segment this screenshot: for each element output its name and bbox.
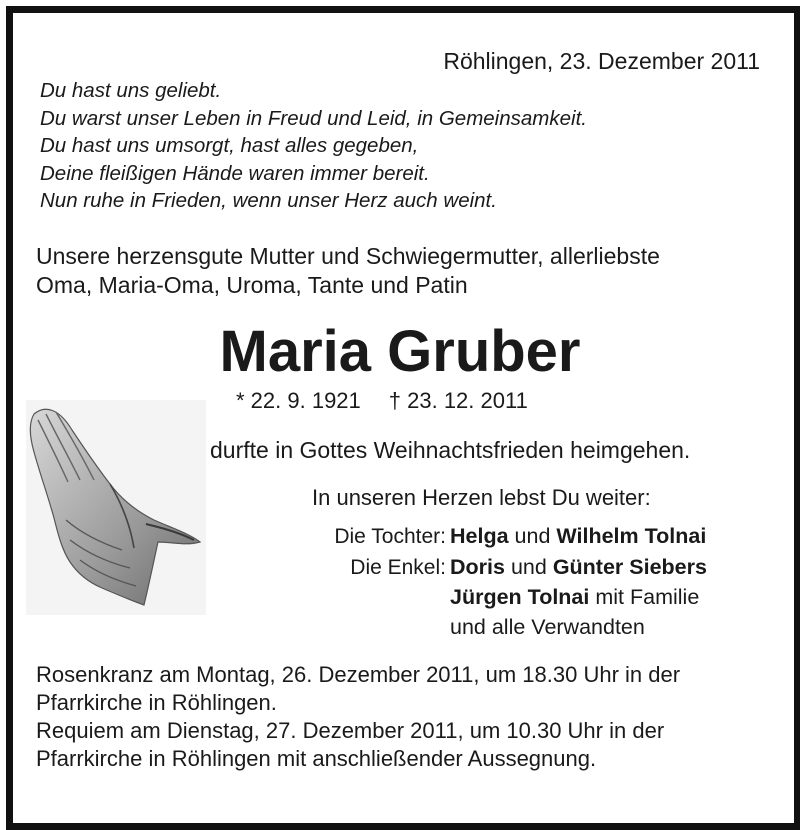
service-line: Pfarrkirche in Röhlingen mit anschließender Aussegnung. bbox=[36, 746, 597, 771]
son-in-law-name: Wilhelm Tolnai bbox=[556, 524, 707, 548]
daughter-names bbox=[450, 524, 706, 549]
grandchild-spouse-name: Günter Siebers bbox=[552, 555, 707, 579]
poem-line: Nun ruhe in Frieden, wenn unser Herz auch weint. bbox=[40, 189, 497, 212]
and-text: und bbox=[510, 555, 547, 579]
deceased-name: Maria Gruber bbox=[219, 319, 581, 384]
grandchildren-label: Die Enkel: bbox=[350, 556, 446, 579]
life-dates bbox=[236, 388, 528, 414]
death-date: † 23. 12. 2011 bbox=[388, 388, 528, 413]
poem-line: Deine fleißigen Hände waren immer bereit. bbox=[40, 161, 430, 185]
service-line: Rosenkranz am Montag, 26. Dezember 2011, um 18.30 Uhr in der bbox=[36, 662, 681, 687]
relatives-text: und alle Verwandten bbox=[450, 615, 645, 639]
grandchild-name: Jürgen Tolnai bbox=[450, 585, 590, 609]
intro-text bbox=[36, 242, 660, 300]
poem bbox=[40, 77, 587, 215]
service-line: Requiem am Dienstag, 27. Dezember 2011, um 10.30 Uhr in der bbox=[36, 718, 665, 743]
with-family-text: mit Familie bbox=[595, 585, 700, 609]
grandchildren-names bbox=[450, 555, 707, 580]
service-details bbox=[36, 661, 680, 773]
hearts-text: In unseren Herzen lebst Du weiter: bbox=[312, 485, 651, 510]
praying-hands-icon bbox=[26, 400, 206, 615]
daughter-label: Die Tochter: bbox=[334, 525, 446, 548]
grandchildren-names-2 bbox=[450, 585, 699, 610]
place-date: Röhlingen, 23. Dezember 2011 bbox=[443, 48, 760, 74]
poem-line: Du hast uns umsorgt, hast alles gegeben, bbox=[40, 134, 419, 157]
birth-date: * 22. 9. 1921 bbox=[236, 388, 361, 413]
daughter-name: Helga bbox=[450, 524, 509, 548]
intro-line: Oma, Maria-Oma, Uroma, Tante und Patin bbox=[36, 272, 468, 298]
grandchild-name: Doris bbox=[450, 555, 505, 579]
service-line: Pfarrkirche in Röhlingen. bbox=[36, 690, 277, 715]
poem-line: Du warst unser Leben in Freud und Leid, in Gemeinsamkeit. bbox=[40, 106, 587, 130]
and-text: und bbox=[514, 524, 551, 548]
intro-line: Unsere herzensgute Mutter und Schwiegermutter, allerliebste bbox=[36, 243, 660, 269]
poem-line: Du hast uns geliebt. bbox=[40, 79, 222, 102]
departed-text: durfte in Gottes Weihnachtsfrieden heimgehen. bbox=[210, 437, 691, 463]
